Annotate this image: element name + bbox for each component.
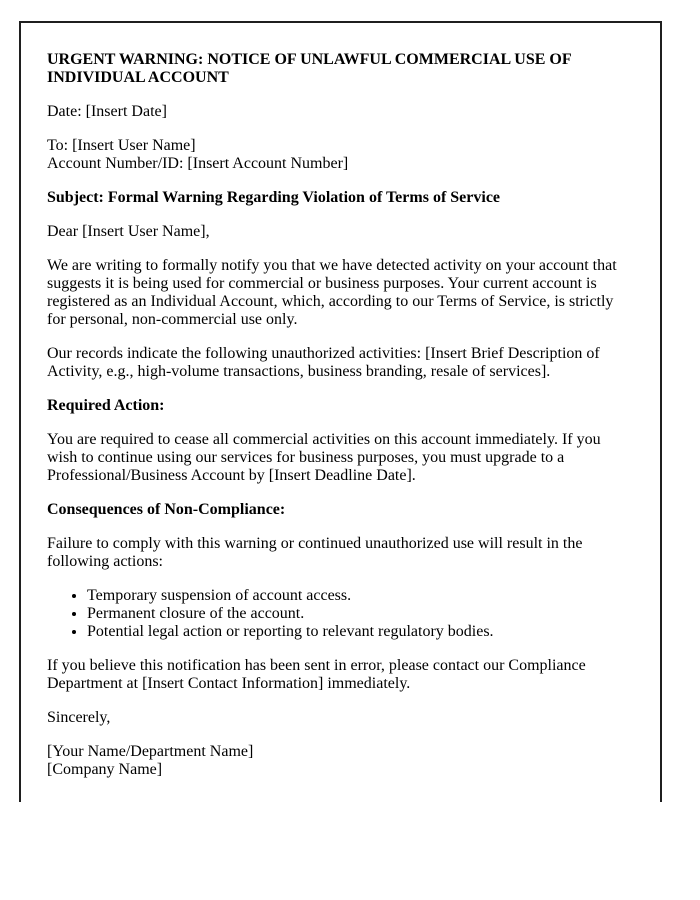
records-paragraph: Our records indicate the following unauthorized activities: [Insert Brief Description of Activity, e.g., high-volume transactions, business branding, resale of services]. xyxy=(47,345,600,380)
error-contact-paragraph: If you believe this notification has been sent in error, please contact our Compliance Department at [Insert Contact Information] immediately. xyxy=(47,657,586,692)
required-action-heading: Required Action: xyxy=(47,397,165,414)
closing: Sincerely, xyxy=(47,709,111,726)
recipient-line: To: [Insert User Name] xyxy=(47,137,196,154)
account-line: Account Number/ID: [Insert Account Number] xyxy=(47,155,349,172)
salutation: Dear [Insert User Name], xyxy=(47,223,210,240)
signature-block xyxy=(47,743,634,779)
letter-frame xyxy=(19,21,662,802)
signature-company: [Company Name] xyxy=(47,761,163,778)
page-title: URGENT WARNING: NOTICE OF UNLAWFUL COMMERCIAL USE OF INDIVIDUAL ACCOUNT xyxy=(47,51,572,86)
list-item: • Permanent closure of the account. xyxy=(87,605,634,623)
signature-name: [Your Name/Department Name] xyxy=(47,743,254,760)
subject-line: Subject: Formal Warning Regarding Violation of Terms of Service xyxy=(47,189,501,206)
date-line: Date: [Insert Date] xyxy=(47,103,167,120)
list-item: • Potential legal action or reporting to relevant regulatory bodies. xyxy=(87,623,634,641)
recipient-block xyxy=(47,137,634,173)
consequences-list xyxy=(47,587,634,641)
consequences-heading: Consequences of Non-Compliance: xyxy=(47,501,286,518)
required-action-paragraph: You are required to cease all commercial activities on this account immediately. If you wish to continue using our services for business purposes, you must upgrade to a Professional/Business Account by [Insert Deadline Date]. xyxy=(47,431,601,484)
consequences-paragraph: Failure to comply with this warning or continued unauthorized use will result in the following actions: xyxy=(47,535,583,570)
intro-paragraph: We are writing to formally notify you that we have detected activity on your account that suggests it is being used for commercial or business purposes. Your current account is registered as an Individual Account, which, according to our Terms of Service, is strictly for personal, non-commercial use only. xyxy=(47,257,617,328)
list-item: • Temporary suspension of account access. xyxy=(87,587,634,605)
